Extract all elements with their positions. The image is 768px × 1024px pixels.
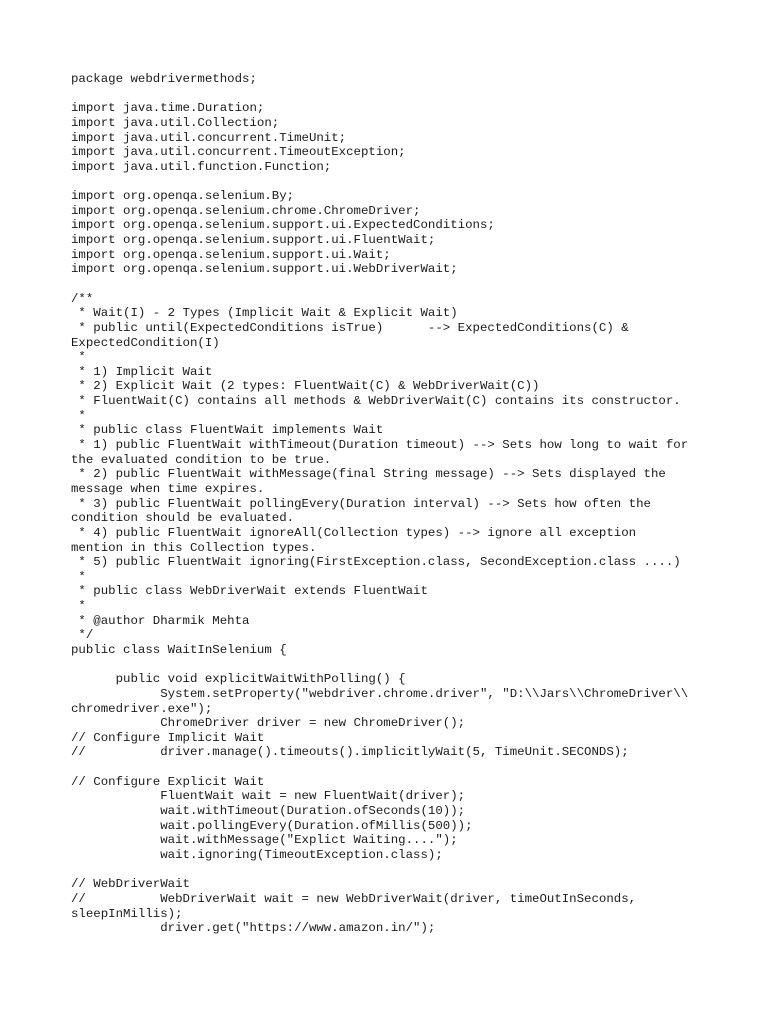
code-line: * public class FluentWait implements Wait (71, 423, 384, 438)
code-line: driver.get("https://www.amazon.in/"); (71, 921, 436, 936)
code-line: // WebDriverWait wait = new WebDriverWait(driver, timeOutInSeconds, (71, 891, 637, 906)
code-line: package webdrivermethods; (71, 72, 257, 86)
code-line: * FluentWait(C) contains all methods & WebDriverWait(C) contains its constructor. (71, 394, 681, 409)
code-line: public class WaitInSelenium { (71, 642, 287, 657)
code-line: * 4) public FluentWait ignoreAll(Collection types) --> ignore all exception (71, 525, 637, 540)
code-line: import java.time.Duration; (71, 101, 265, 116)
code-line: System.setProperty("webdriver.chrome.driver", "D:\\Jars\\ChromeDriver\\ (71, 686, 689, 701)
code-line (71, 658, 711, 673)
code-line: * @author Dharmik Mehta (71, 613, 250, 628)
code-line: * (71, 569, 86, 584)
code-line: // Configure Explicit Wait (71, 774, 265, 789)
code-line: * 5) public FluentWait ignoring(FirstException.class, SecondException.class ....) (71, 555, 681, 570)
code-line: the evaluated condition to be true. (71, 452, 332, 467)
code-line: wait.withTimeout(Duration.ofSeconds(10)); (71, 804, 466, 819)
code-line: import java.util.Collection; (71, 115, 280, 130)
code-line: * 1) public FluentWait withTimeout(Duration timeout) --> Sets how long to wait for (71, 438, 689, 453)
code-line: */ (71, 628, 94, 643)
code-line: // WebDriverWait (71, 877, 190, 892)
code-line: * (71, 408, 86, 423)
code-line: * 2) public FluentWait withMessage(final String message) --> Sets displayed the (71, 467, 666, 482)
code-line: /** (71, 291, 94, 306)
code-line (71, 87, 711, 102)
code-line: * (71, 599, 86, 614)
code-line (71, 174, 711, 189)
code-line: import org.openqa.selenium.support.ui.WebDriverWait; (71, 262, 458, 277)
code-line: FluentWait wait = new FluentWait(driver); (71, 789, 466, 804)
code-line: // driver.manage().timeouts().implicitlyWait(5, TimeUnit.SECONDS); (71, 745, 629, 760)
code-line: condition should be evaluated. (71, 511, 295, 526)
code-line (71, 760, 711, 775)
code-line: import org.openqa.selenium.support.ui.ExpectedConditions; (71, 218, 495, 233)
code-line: * public class WebDriverWait extends FluentWait (71, 584, 428, 599)
code-line: ChromeDriver driver = new ChromeDriver(); (71, 716, 466, 731)
code-line: // Configure Implicit Wait (71, 730, 265, 745)
code-line: wait.pollingEvery(Duration.ofMillis(500)); (71, 818, 473, 833)
code-line: import java.util.concurrent.TimeoutException; (71, 145, 406, 160)
code-line: import org.openqa.selenium.By; (71, 189, 295, 204)
code-line: chromedriver.exe"); (71, 701, 213, 716)
code-line: import java.util.concurrent.TimeUnit; (71, 130, 347, 145)
code-line: import java.util.function.Function; (71, 159, 332, 174)
code-line (71, 277, 711, 292)
code-line: mention in this Collection types. (71, 540, 317, 555)
code-line: * 1) Implicit Wait (71, 364, 213, 379)
code-line: wait.withMessage("Explict Waiting...."); (71, 833, 458, 848)
code-line: wait.ignoring(TimeoutException.class); (71, 847, 443, 862)
code-text-block (71, 72, 711, 936)
code-line: ExpectedCondition(I) (71, 335, 220, 350)
code-line: import org.openqa.selenium.chrome.ChromeDriver; (71, 203, 421, 218)
code-line: public void explicitWaitWithPolling() { (71, 672, 406, 687)
code-line (71, 863, 711, 878)
code-line: import org.openqa.selenium.support.ui.FluentWait; (71, 233, 436, 248)
code-line: sleepInMillis); (71, 906, 183, 921)
code-line: * Wait(I) - 2 Types (Implicit Wait & Explicit Wait) (71, 306, 458, 321)
code-line: message when time expires. (71, 481, 265, 496)
code-line: * 3) public FluentWait pollingEvery(Duration interval) --> Sets how often the (71, 496, 651, 511)
code-line: import org.openqa.selenium.support.ui.Wait; (71, 247, 391, 262)
code-line: * 2) Explicit Wait (2 types: FluentWait(C) & WebDriverWait(C)) (71, 379, 540, 394)
code-line: * (71, 350, 86, 365)
code-line: * public until(ExpectedConditions isTrue) --> ExpectedConditions(C) & (71, 320, 629, 335)
